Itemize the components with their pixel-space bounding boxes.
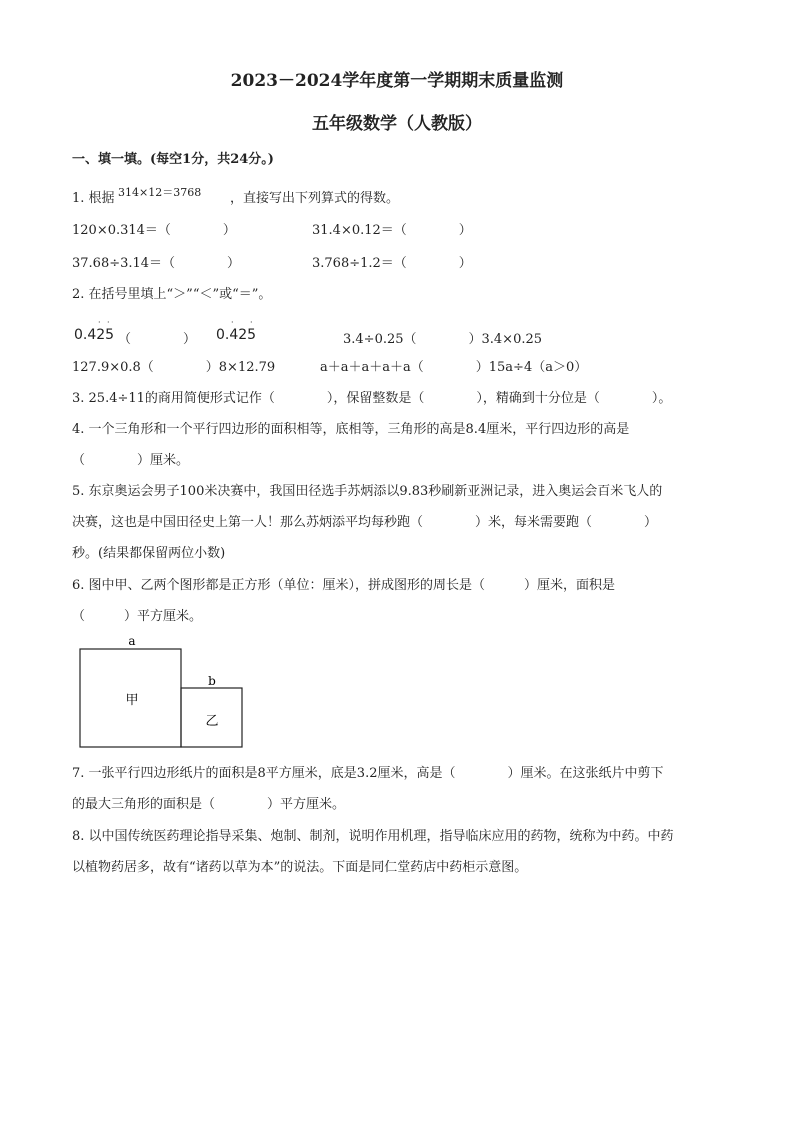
label-yi: 乙 xyxy=(205,714,219,729)
section-heading: 一、填一填。(每空1分，共24分。) xyxy=(72,152,274,167)
q2-repeat-dot-4: · xyxy=(250,318,253,327)
q1-item-1: 120×0.314＝（ ） xyxy=(72,223,236,238)
q1-item-2: 31.4×0.12＝（ ） xyxy=(312,223,472,238)
q1-item-3: 37.68÷3.14＝（ ） xyxy=(72,256,241,271)
q1-prefix: 1. 根据 xyxy=(72,191,115,206)
label-jia: 甲 xyxy=(125,693,139,708)
page-title: 2023－2024学年度第一学期期末质量监测 xyxy=(230,71,564,91)
q4-line-2: （ ）厘米。 xyxy=(72,453,190,468)
q2-left-repeat: 5 xyxy=(105,327,115,343)
q4-line-1: 4. 一个三角形和一个平行四边形的面积相等，底相等，三角形的高是8.4厘米，平行四边形的高是 xyxy=(72,422,630,437)
page-subtitle: 五年级数学（人教版） xyxy=(312,114,482,134)
q2-item-3: 127.9×0.8（ ）8×12.79 xyxy=(72,360,276,375)
q2-repeat-dot-1: · xyxy=(98,318,101,327)
q5-line-2: 决赛，这也是中国田径史上第一人！那么苏炳添平均每秒跑（ ）米，每米需要跑（ ） xyxy=(72,515,658,530)
q7-line-2: 的最大三角形的面积是（ ）平方厘米。 xyxy=(72,797,346,812)
label-a: a xyxy=(128,634,136,648)
q1-item-4: 3.768÷1.2＝（ ） xyxy=(312,256,472,271)
q2-repeat-dot-2: · xyxy=(107,318,110,327)
q7-line-1: 7. 一张平行四边形纸片的面积是8平方厘米，底是3.2厘米，高是（ ）厘米。在这张纸片中剪下 xyxy=(72,766,664,781)
q5-line-1: 5. 东京奥运会男子100米决赛中，我国田径选手苏炳添以9.83秒刷新亚洲记录，进入奥运会百米飞人的 xyxy=(72,484,663,499)
q3-text: 3. 25.4÷11的商用简便形式记作（ ），保留整数是（ ），精确到十分位是（ ）。 xyxy=(72,391,672,406)
q2-right-repeat: 25 xyxy=(238,327,257,343)
q2-item-2: 3.4÷0.25（ ）3.4×0.25 xyxy=(343,332,543,347)
q2-repeat-dot-3: · xyxy=(231,318,234,327)
q2-stem: 2. 在括号里填上“＞”“＜”或“＝”。 xyxy=(72,287,272,302)
squares-figure xyxy=(70,632,260,757)
q2-left-digits: 0.42 xyxy=(74,327,106,343)
q2-left-decimal xyxy=(74,327,114,343)
label-b: b xyxy=(208,674,216,688)
q2-right-decimal xyxy=(216,327,256,343)
q2-blank-1: （ ） xyxy=(118,332,197,347)
q5-line-3: 秒。(结果都保留两位小数) xyxy=(72,546,226,561)
q2-right-digits: 0.4 xyxy=(216,327,239,343)
q2-item-4: a＋a＋a＋a＋a（ ）15a÷4（a＞0） xyxy=(320,360,588,375)
q8-line-2: 以植物药居多，故有“诸药以草为本”的说法。下面是同仁堂药店中药柜示意图。 xyxy=(72,860,528,875)
q1-formula: 314×12＝3768 xyxy=(118,186,202,199)
q6-line-1: 6. 图中甲、乙两个图形都是正方形（单位：厘米），拼成图形的周长是（ ）厘米，面积是 xyxy=(72,578,616,593)
q1-suffix: ，直接写出下列算式的得数。 xyxy=(230,191,400,206)
q8-line-1: 8. 以中国传统医药理论指导采集、炮制、制剂，说明作用机理，指导临床应用的药物，统称为中药。中药 xyxy=(72,829,674,844)
q6-line-2: （ ）平方厘米。 xyxy=(72,609,203,624)
